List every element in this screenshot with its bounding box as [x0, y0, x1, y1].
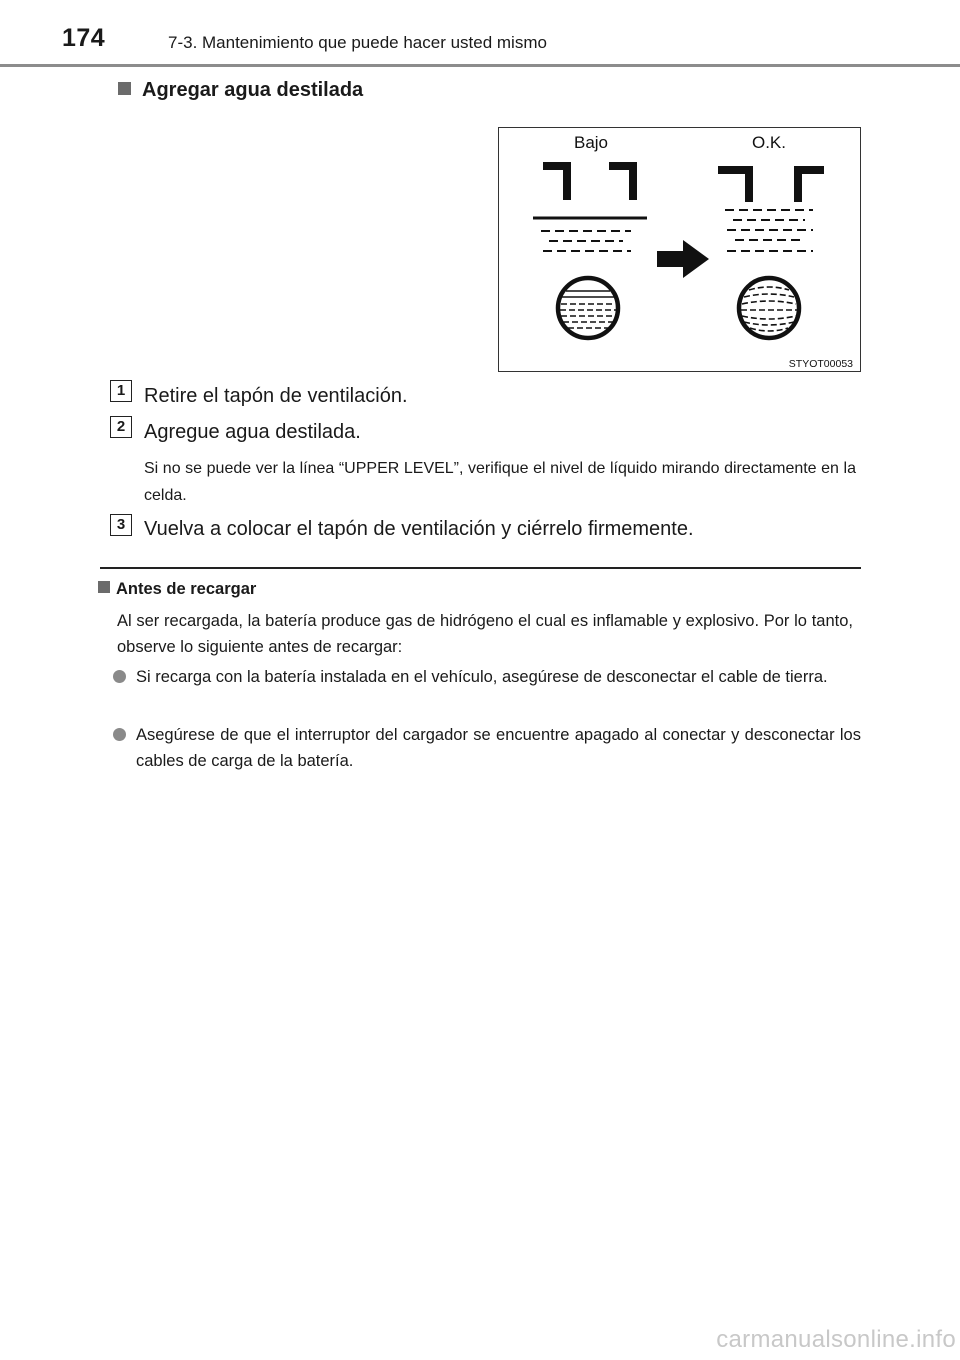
info-title-text: Antes de recargar	[116, 580, 257, 598]
low-liquid-lines	[541, 231, 631, 251]
arrow-right-icon	[657, 240, 709, 278]
step-note: Si no se puede ver la línea “UPPER LEVEL”, verifique el nivel de líquido mirando directamente en la celda.	[144, 460, 856, 504]
section-title	[118, 79, 363, 102]
low-level-magnifier	[558, 278, 618, 338]
step-number-badge: 2	[110, 416, 132, 438]
section-title-text: Agregar agua destilada	[142, 79, 364, 101]
step-text: Vuelva a colocar el tapón de ventilación y ciérrelo firmemente.	[144, 518, 694, 540]
step-text: Agregue agua destilada.	[144, 421, 361, 443]
section-square-icon	[118, 82, 131, 95]
list-item	[113, 664, 861, 690]
ok-level-label: O.K.	[751, 133, 787, 152]
list-item-text: Si recarga con la batería instalada en el vehículo, asegúrese de desconectar el cable de tierra.	[136, 668, 828, 686]
step-number-badge: 1	[110, 380, 132, 402]
watermark: carmanualsonline.info	[716, 1326, 956, 1353]
bullet-dot-icon	[113, 670, 126, 683]
info-paragraph: Al ser recargada, la batería produce gas de hidrógeno el cual es inflamable y explosivo. Por lo tanto, observe lo siguiente antes de recargar:	[117, 612, 853, 656]
low-cell-walls	[543, 166, 633, 200]
chapter-title: 7-3. Mantenimiento que puede hacer usted mismo	[168, 33, 547, 52]
info-title	[98, 580, 256, 599]
ok-cell-walls	[718, 170, 824, 202]
bullet-dot-icon	[113, 728, 126, 741]
low-level-label: Bajo	[573, 133, 609, 152]
battery-level-figure	[498, 127, 861, 372]
step-text: Retire el tapón de ventilación.	[144, 385, 408, 407]
ok-level-magnifier	[739, 278, 799, 338]
section-divider	[100, 567, 861, 569]
figure-code: STYOT00053	[788, 358, 853, 370]
battery-level-diagram	[499, 128, 860, 371]
step-number-badge: 3	[110, 514, 132, 536]
header-rule	[0, 64, 960, 67]
ok-liquid-lines	[725, 210, 813, 251]
info-square-icon	[98, 581, 110, 593]
list-item-text: Asegúrese de que el interruptor del cargador se encuentre apagado al conectar y desconectar los cables de carga de la batería.	[136, 726, 861, 770]
page-number: 174	[62, 24, 106, 52]
list-item	[113, 722, 861, 774]
